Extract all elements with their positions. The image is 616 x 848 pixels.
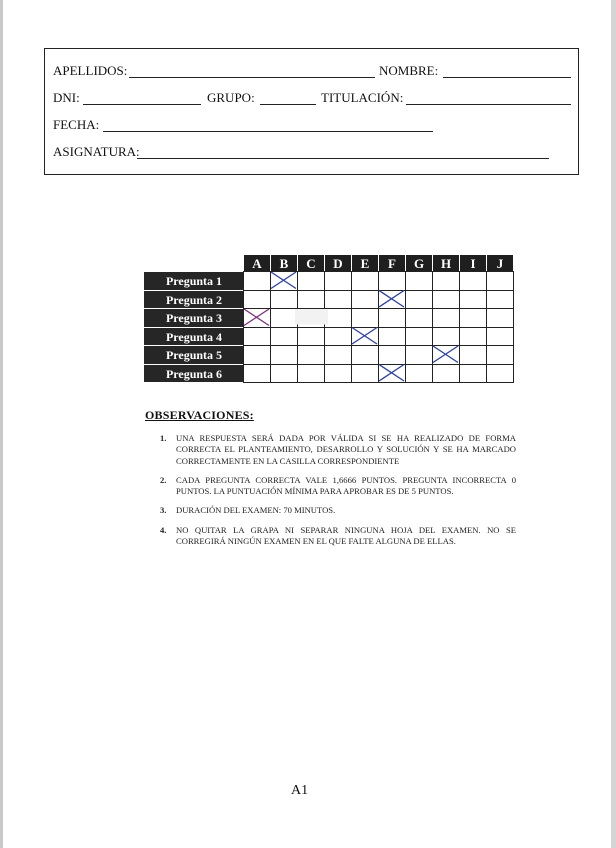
observacion-number: 1. [160, 433, 167, 443]
scan-edge-right [611, 0, 616, 848]
answer-cell-p4-a[interactable] [243, 327, 271, 347]
row-header-pregunta-2: Pregunta 2 [144, 290, 244, 309]
nombre-label: NOMBRE: [379, 63, 439, 78]
column-header-e: E [351, 255, 378, 271]
answer-cell-p1-g[interactable] [405, 271, 433, 291]
answer-cell-p3-e[interactable] [351, 308, 379, 328]
answer-cell-p4-f[interactable] [378, 327, 406, 347]
answer-cell-p6-h[interactable] [432, 364, 460, 384]
answer-cell-p3-c[interactable] [297, 308, 325, 328]
dni-label: DNI: [53, 90, 80, 105]
row-asignatura [53, 144, 570, 162]
answer-cell-p5-h[interactable] [432, 345, 460, 365]
answer-cell-p1-a[interactable] [243, 271, 271, 291]
answer-cell-p4-h[interactable] [432, 327, 460, 347]
answer-cell-p6-b[interactable] [270, 364, 298, 384]
answer-cell-p6-a[interactable] [243, 364, 271, 384]
answer-cell-p2-a[interactable] [243, 290, 271, 310]
titulacion-label: TITULACIÓN: [321, 90, 404, 105]
student-info-box [44, 48, 579, 175]
column-header-g: G [405, 255, 432, 271]
answer-cell-p5-d[interactable] [324, 345, 352, 365]
answer-cell-p5-e[interactable] [351, 345, 379, 365]
answer-cell-p6-d[interactable] [324, 364, 352, 384]
titulacion-field[interactable] [406, 104, 571, 105]
answer-cell-p6-e[interactable] [351, 364, 379, 384]
asignatura-field[interactable] [137, 158, 549, 159]
answer-cell-p2-c[interactable] [297, 290, 325, 310]
answer-cell-p1-e[interactable] [351, 271, 379, 291]
grupo-field[interactable] [260, 104, 316, 105]
observacion-text: NO QUITAR LA GRAPA NI SEPARAR NINGUNA HOJA DEL EXAMEN. NO SE CORREGIRÁ NINGÚN EXAMEN EN EL QUE FALTE ALGUNA DE ELLAS. [176, 524, 516, 547]
observacion-text: DURACIÓN DEL EXAMEN: 70 MINUTOS. [176, 505, 336, 516]
observacion-item [160, 433, 516, 467]
answer-cell-p1-c[interactable] [297, 271, 325, 291]
row-header-pregunta-1: Pregunta 1 [144, 271, 244, 290]
answer-cell-p2-i[interactable] [459, 290, 487, 310]
column-header-d: D [324, 255, 351, 271]
answer-cell-p2-j[interactable] [486, 290, 514, 310]
column-header-j: J [486, 255, 513, 271]
row-header-pregunta-6: Pregunta 6 [144, 364, 244, 383]
answer-cell-p6-f[interactable] [378, 364, 406, 384]
observacion-text: CADA PREGUNTA CORRECTA VALE 1,6666 PUNTOS. PREGUNTA INCORRECTA 0 PUNTOS. LA PUNTUACIÓN MÍNIMA PARA APROBAR ES DE 5 PUNTOS. [176, 474, 516, 497]
grupo-label: GRUPO: [207, 90, 255, 105]
column-header-b: B [270, 255, 297, 271]
answer-cell-p1-f[interactable] [378, 271, 406, 291]
answer-cell-p2-b[interactable] [270, 290, 298, 310]
answer-cell-p2-h[interactable] [432, 290, 460, 310]
answer-cell-p1-i[interactable] [459, 271, 487, 291]
column-header-c: C [297, 255, 324, 271]
column-header-i: I [459, 255, 486, 271]
fecha-field[interactable] [103, 131, 433, 132]
answer-cell-p4-b[interactable] [270, 327, 298, 347]
answer-cell-p2-f[interactable] [378, 290, 406, 310]
answer-cell-p4-j[interactable] [486, 327, 514, 347]
observacion-number: 3. [160, 505, 167, 516]
observacion-item [160, 475, 516, 498]
dni-field[interactable] [83, 104, 201, 105]
answer-cell-p6-i[interactable] [459, 364, 487, 384]
answer-cell-p3-a[interactable] [243, 308, 271, 328]
column-header-a: A [243, 255, 270, 271]
page-code: A1 [291, 783, 309, 798]
answer-cell-p4-g[interactable] [405, 327, 433, 347]
answer-cell-p1-h[interactable] [432, 271, 460, 291]
row-fecha [53, 117, 570, 135]
observacion-number: 4. [160, 524, 167, 535]
answer-cell-p3-i[interactable] [459, 308, 487, 328]
fecha-label: FECHA: [53, 117, 100, 132]
answer-cell-p3-b[interactable] [270, 308, 298, 328]
answer-cell-p6-c[interactable] [297, 364, 325, 384]
row-header-pregunta-4: Pregunta 4 [144, 327, 244, 346]
row-header-pregunta-5: Pregunta 5 [144, 345, 244, 364]
observacion-item [160, 505, 516, 516]
answer-cell-p5-j[interactable] [486, 345, 514, 365]
apellidos-label: APELLIDOS: [53, 63, 128, 78]
column-header-f: F [378, 255, 405, 271]
answer-cell-p3-j[interactable] [486, 308, 514, 328]
nombre-field[interactable] [443, 77, 571, 78]
observacion-item [160, 525, 516, 548]
answer-cell-p2-d[interactable] [324, 290, 352, 310]
answer-cell-p6-g[interactable] [405, 364, 433, 384]
answer-cell-p3-g[interactable] [405, 308, 433, 328]
observaciones-list [160, 433, 516, 555]
answer-cell-p5-a[interactable] [243, 345, 271, 365]
asignatura-label: ASIGNATURA: [53, 144, 140, 159]
observaciones-title: OBSERVACIONES: [145, 408, 254, 422]
scan-edge-left [0, 0, 3, 848]
answer-cell-p4-d[interactable] [324, 327, 352, 347]
answer-cell-p3-h[interactable] [432, 308, 460, 328]
answer-cell-p5-c[interactable] [297, 345, 325, 365]
answer-cell-p6-j[interactable] [486, 364, 514, 384]
answer-cell-p4-c[interactable] [297, 327, 325, 347]
row-header-pregunta-3: Pregunta 3 [144, 308, 244, 327]
answer-cell-p3-d[interactable] [324, 308, 352, 328]
row-apellidos-nombre [53, 63, 570, 81]
answer-cell-p5-g[interactable] [405, 345, 433, 365]
answer-cell-p2-g[interactable] [405, 290, 433, 310]
answer-cell-p1-d[interactable] [324, 271, 352, 291]
observacion-text: UNA RESPUESTA SERÁ DADA POR VÁLIDA SI SE HA REALIZADO DE FORMA CORRECTA EL PLANTEAMIENTO, DESARROLLO Y SOLUCIÓN Y SE HA MARCADO CORRECTAMENTE EN LA CASILLA CORRESPONDIENTE [176, 433, 516, 466]
answer-cell-p4-i[interactable] [459, 327, 487, 347]
answer-cell-p5-i[interactable] [459, 345, 487, 365]
answer-cell-p4-e[interactable] [351, 327, 379, 347]
answer-cell-p5-b[interactable] [270, 345, 298, 365]
answer-cell-p1-b[interactable] [270, 271, 298, 291]
apellidos-field[interactable] [129, 77, 375, 78]
answer-cell-p2-e[interactable] [351, 290, 379, 310]
answer-cell-p5-f[interactable] [378, 345, 406, 365]
row-dni-grupo-titulacion [53, 90, 570, 108]
column-header-h: H [432, 255, 459, 271]
answer-cells [243, 271, 514, 383]
answer-cell-p1-j[interactable] [486, 271, 514, 291]
observacion-number: 2. [160, 474, 167, 485]
answer-cell-p3-f[interactable] [378, 308, 406, 328]
